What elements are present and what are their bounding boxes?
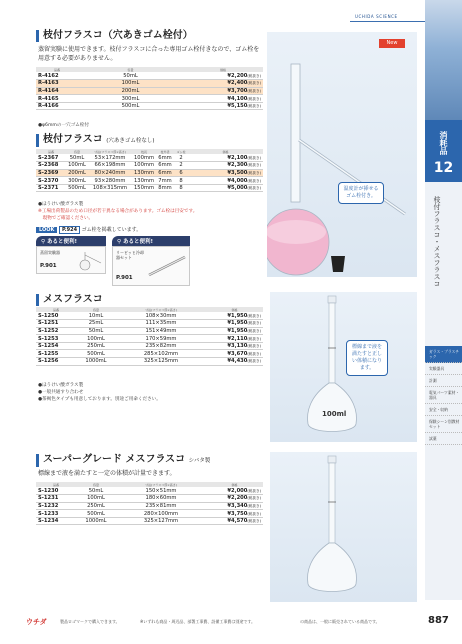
note-line: ●茶褐色タイプも用意しております。別途ご用命ください。 bbox=[38, 397, 161, 402]
dimensions: 235×82mm bbox=[116, 342, 206, 350]
col-header: 枝長 bbox=[132, 149, 156, 154]
sidebar-menu-item[interactable]: 電気パーツ素材・器具 bbox=[425, 387, 462, 404]
capacity: 100mL bbox=[76, 495, 116, 503]
price-value: ¥2,200 bbox=[227, 72, 248, 79]
capacity: 250mL bbox=[76, 342, 116, 350]
price-value: ¥1,950 bbox=[227, 320, 248, 327]
brand-header: UCHIDA SCIENCE bbox=[355, 14, 398, 19]
capacity: 500mL bbox=[66, 184, 88, 192]
volumetric-flask-image bbox=[270, 292, 417, 442]
tax-note: (税抜き) bbox=[247, 81, 261, 86]
col-header: 品番 bbox=[36, 482, 76, 487]
price-value: ¥2,100 bbox=[227, 154, 248, 161]
capacity: 25mL bbox=[76, 320, 116, 328]
product-code: S-1234 bbox=[36, 517, 76, 525]
table-row bbox=[36, 335, 263, 343]
tax-note: (税抜き) bbox=[247, 511, 261, 516]
tax-note: (税抜き) bbox=[247, 186, 261, 191]
price bbox=[206, 350, 263, 358]
product-code: S-1231 bbox=[36, 495, 76, 503]
dimensions: 285×102mm bbox=[116, 350, 206, 358]
dimensions: 108×315mm bbox=[88, 184, 132, 192]
handy-box-body bbox=[112, 246, 190, 286]
branch-flask-image bbox=[267, 32, 417, 277]
section-title-branch-flask-no-stopper bbox=[36, 134, 154, 147]
capacity: 100mL bbox=[66, 162, 88, 170]
branch-diameter: 6mm bbox=[156, 162, 174, 170]
price bbox=[183, 102, 263, 110]
branch-length: 130mm bbox=[133, 169, 154, 176]
handy-box-body bbox=[36, 246, 106, 274]
branch-flask-photo bbox=[267, 32, 417, 277]
capacity: 1000mL bbox=[76, 517, 116, 525]
section-title-text: 枝付フラスコ（穴あきゴム栓付） bbox=[43, 30, 193, 41]
branch-length: 150mm bbox=[133, 185, 154, 192]
stopper-no: 2 bbox=[174, 162, 188, 170]
product-code: S-2370 bbox=[36, 177, 66, 185]
dimensions: 280×100mm bbox=[116, 510, 206, 518]
dimensions: 235×81mm bbox=[116, 502, 206, 510]
table-row bbox=[36, 487, 263, 495]
product-table-3 bbox=[36, 307, 263, 366]
price bbox=[206, 495, 263, 503]
branch-diameter: 8mm bbox=[156, 184, 174, 192]
price-value: ¥2,200 bbox=[227, 495, 248, 502]
product-code: S-2371 bbox=[36, 184, 66, 192]
col-header: 品番 bbox=[36, 67, 78, 72]
product-code: S-2369 bbox=[36, 169, 66, 177]
super-grade-flask-photo bbox=[270, 452, 417, 602]
warning-line: 現物でご確認ください。 bbox=[38, 216, 94, 221]
look-badge: LOOK bbox=[36, 227, 57, 233]
new-badge: New bbox=[379, 39, 405, 48]
dimensions: 150×51mm bbox=[116, 487, 206, 495]
price-value: ¥3,700 bbox=[227, 87, 248, 94]
price-value: ¥3,670 bbox=[227, 350, 248, 357]
capacity: 50mL bbox=[76, 487, 116, 495]
page-number: 887 bbox=[428, 615, 449, 626]
handy-tag-text: あると便利! bbox=[122, 239, 153, 245]
price bbox=[206, 312, 263, 320]
sidebar-vertical-title: 枝付フラスコ・メスフラスコ bbox=[433, 196, 441, 287]
look-reference[interactable] bbox=[36, 226, 141, 233]
section-notes bbox=[38, 382, 161, 403]
table-row bbox=[36, 154, 263, 162]
footer-left-text: 製品ロゴマークで購入できます。 bbox=[60, 619, 120, 624]
section-subtitle: (穴あきゴム栓なし) bbox=[106, 138, 155, 144]
tax-note: (税抜き) bbox=[247, 359, 261, 364]
tax-note: (税抜き) bbox=[247, 170, 261, 175]
note-line: ●ほうけい酸ガラス製 bbox=[38, 383, 84, 388]
handy-tag-text: あると便利! bbox=[46, 239, 77, 245]
note-line: ●一般共通すり合わせ bbox=[38, 390, 84, 395]
price bbox=[188, 184, 263, 192]
product-code: S-2368 bbox=[36, 162, 66, 170]
capacity: 50mL bbox=[78, 72, 183, 80]
warning-line: ※工場出荷製品のため口径が若干異なる場合があります。ゴム栓は目安です。 bbox=[38, 209, 198, 214]
look-page: P.924 bbox=[59, 226, 80, 234]
branch-diameter: 6mm bbox=[156, 154, 174, 162]
price-value: ¥2,300 bbox=[227, 162, 248, 169]
handy-item-page: P.901 bbox=[116, 275, 133, 281]
col-header: 容量 bbox=[66, 149, 88, 154]
section-title-branch-flask bbox=[36, 30, 193, 42]
table-row bbox=[36, 80, 263, 88]
capacity: 100mL bbox=[78, 80, 183, 88]
tax-note: (税抜き) bbox=[247, 328, 261, 333]
feature-callout: 温度計が挿せるゴム栓付き。 bbox=[338, 182, 384, 204]
sidebar-menu-item[interactable]: ガラス・プラスチック bbox=[425, 346, 462, 363]
price-value: ¥1,950 bbox=[227, 312, 248, 319]
table-row bbox=[36, 350, 263, 358]
col-header: 容量 bbox=[78, 67, 183, 72]
handy-box-right[interactable] bbox=[112, 236, 190, 286]
handy-tag bbox=[36, 236, 106, 246]
price-value: ¥2,000 bbox=[227, 487, 248, 494]
col-header: 品番 bbox=[36, 307, 76, 312]
table-row bbox=[36, 95, 263, 103]
stopper-no: 8 bbox=[174, 177, 188, 185]
super-grade-flask-image bbox=[270, 452, 417, 602]
section-description: 蒸留実験に使用できます。枝付フラスコに合った専用ゴム栓付きなので、ゴム栓を用意する必要がありません。 bbox=[38, 46, 260, 62]
capacity: 1000mL bbox=[76, 358, 116, 366]
price bbox=[206, 335, 263, 343]
price-value: ¥5,150 bbox=[227, 103, 248, 110]
stopper-no: 8 bbox=[174, 184, 188, 192]
branch-diameter: 6mm bbox=[156, 169, 174, 177]
dimensions: 170×59mm bbox=[116, 335, 206, 343]
flask-volume-label: 100ml bbox=[322, 410, 347, 418]
sidebar-photo bbox=[425, 0, 462, 120]
col-header: 寸法(フラスコ部×高さ) bbox=[116, 482, 206, 487]
col-header: 枝外径 bbox=[156, 149, 174, 154]
product-code: S-1230 bbox=[36, 487, 76, 495]
price bbox=[188, 177, 263, 185]
col-header: 容量 bbox=[76, 482, 116, 487]
footer-right-text: の商品は、一般に販売されている商品です。 bbox=[300, 619, 380, 624]
table-row bbox=[36, 72, 263, 80]
product-code: S-1233 bbox=[36, 510, 76, 518]
product-code: S-2367 bbox=[36, 154, 66, 162]
table-row bbox=[36, 342, 263, 350]
tax-note: (税抜き) bbox=[247, 344, 261, 349]
handy-item-name: 蒸留実験器 bbox=[40, 250, 60, 255]
branch-length: 100mm bbox=[133, 154, 154, 161]
capacity: 200mL bbox=[66, 169, 88, 177]
col-header: 価格 bbox=[183, 67, 263, 72]
section-title-volumetric-flask bbox=[36, 294, 103, 306]
col-header: 価格 bbox=[188, 149, 263, 154]
tax-note: (税抜き) bbox=[247, 155, 261, 160]
dimensions: 180×60mm bbox=[116, 495, 206, 503]
price bbox=[188, 154, 263, 162]
handy-item-name: リービッヒ冷却器セット bbox=[116, 250, 144, 260]
price-value: ¥4,570 bbox=[227, 518, 248, 525]
price bbox=[206, 320, 263, 328]
footer-mid-text: ※いずれも商品・周辺品、部署工事費、設備工事費は別途です。 bbox=[140, 619, 256, 624]
branch-diameter: 7mm bbox=[156, 177, 174, 185]
table-row bbox=[36, 184, 263, 192]
price-value: ¥2,400 bbox=[227, 80, 248, 87]
price bbox=[206, 487, 263, 495]
product-table-1 bbox=[36, 67, 263, 110]
section-note: ●φ6mmの一穴ゴム栓付 bbox=[38, 123, 90, 128]
section-subtitle: シバタ製 bbox=[188, 458, 211, 464]
product-code: S-1253 bbox=[36, 335, 76, 343]
capacity: 10mL bbox=[76, 312, 116, 320]
product-code: R-4166 bbox=[36, 102, 78, 110]
look-text: ゴム栓を掲載しています。 bbox=[81, 227, 142, 233]
tax-note: (税抜き) bbox=[247, 488, 261, 493]
product-code: S-1252 bbox=[36, 327, 76, 335]
header-rule bbox=[350, 21, 425, 22]
volumetric-flask-photo bbox=[270, 292, 417, 442]
price-value: ¥2,110 bbox=[227, 335, 248, 342]
footer-logo: ウチダ bbox=[26, 618, 47, 626]
section-title-text: メスフラスコ bbox=[43, 294, 103, 305]
chapter-label: 消耗品 bbox=[439, 131, 448, 155]
product-code: R-4162 bbox=[36, 72, 78, 80]
product-code: S-1256 bbox=[36, 358, 76, 366]
capacity: 200mL bbox=[78, 87, 183, 95]
tax-note: (税抜き) bbox=[247, 178, 261, 183]
chapter-tab[interactable] bbox=[425, 120, 462, 182]
dimensions: 53×172mm bbox=[88, 154, 132, 162]
section-title-text: 枝付フラスコ bbox=[43, 134, 103, 145]
tax-note: (税抜き) bbox=[247, 496, 261, 501]
capacity: 50mL bbox=[76, 327, 116, 335]
dimensions: 93×280mm bbox=[88, 177, 132, 185]
price bbox=[206, 358, 263, 366]
tax-note: (税抜き) bbox=[247, 503, 261, 508]
tax-note: (税抜き) bbox=[247, 96, 261, 101]
table-row bbox=[36, 312, 263, 320]
chapter-number: 12 bbox=[433, 160, 454, 176]
table-row bbox=[36, 102, 263, 110]
price bbox=[188, 162, 263, 170]
handy-item-page: P.901 bbox=[40, 263, 57, 269]
tax-note: (税抜き) bbox=[247, 321, 261, 326]
sidebar-menu-item[interactable]: 試薬 bbox=[425, 433, 462, 445]
table-row bbox=[36, 327, 263, 335]
dimensions: 66×198mm bbox=[88, 162, 132, 170]
price bbox=[206, 502, 263, 510]
table-row bbox=[36, 510, 263, 518]
tax-note: (税抜き) bbox=[247, 163, 261, 168]
capacity: 50mL bbox=[66, 154, 88, 162]
table-row bbox=[36, 495, 263, 503]
handy-tag bbox=[112, 236, 190, 246]
section-notes bbox=[38, 201, 268, 222]
note-line: ●ほうけい酸ガラス製 bbox=[38, 202, 84, 207]
table-row bbox=[36, 87, 263, 95]
product-code: S-1250 bbox=[36, 312, 76, 320]
col-header: 品番 bbox=[36, 149, 66, 154]
section-title-super-grade bbox=[36, 454, 210, 467]
col-header: ゴム栓 bbox=[174, 149, 188, 154]
price bbox=[188, 169, 263, 177]
price bbox=[206, 510, 263, 518]
table-row bbox=[36, 502, 263, 510]
product-code: S-1251 bbox=[36, 320, 76, 328]
col-header: 価格 bbox=[206, 482, 263, 487]
capacity: 500mL bbox=[78, 102, 183, 110]
capacity: 250mL bbox=[76, 502, 116, 510]
price-value: ¥5,000 bbox=[227, 185, 248, 192]
price-value: ¥3,750 bbox=[227, 510, 248, 517]
product-code: R-4165 bbox=[36, 95, 78, 103]
tax-note: (税抜き) bbox=[247, 73, 261, 78]
price bbox=[206, 327, 263, 335]
price-value: ¥1,950 bbox=[227, 327, 248, 334]
capacity: 500mL bbox=[76, 350, 116, 358]
capacity: 300mL bbox=[78, 95, 183, 103]
sidebar-menu-item[interactable]: 実験器具 bbox=[425, 363, 462, 375]
table-row bbox=[36, 517, 263, 525]
tax-note: (税抜き) bbox=[247, 313, 261, 318]
price bbox=[206, 517, 263, 525]
handy-box-left[interactable] bbox=[36, 236, 106, 274]
product-code: R-4163 bbox=[36, 80, 78, 88]
tax-note: (税抜き) bbox=[247, 104, 261, 109]
price bbox=[183, 72, 263, 80]
table-row bbox=[36, 320, 263, 328]
feature-callout: 標線まで液を満たすと正しい体積になります。 bbox=[346, 340, 388, 376]
sidebar-menu-item[interactable]: 計測 bbox=[425, 375, 462, 387]
col-header: 価格 bbox=[206, 307, 263, 312]
col-header: 容量 bbox=[76, 307, 116, 312]
search-icon: ⚲ bbox=[41, 239, 46, 245]
stopper-no: 2 bbox=[174, 154, 188, 162]
tax-note: (税抜き) bbox=[247, 88, 261, 93]
product-table-2 bbox=[36, 149, 263, 192]
capacity: 100mL bbox=[76, 335, 116, 343]
product-code: R-4164 bbox=[36, 87, 78, 95]
table-row bbox=[36, 358, 263, 366]
dimensions: 325×125mm bbox=[116, 358, 206, 366]
capacity: 500mL bbox=[76, 510, 116, 518]
section-title-text: スーパーグレード メスフラスコ bbox=[43, 454, 186, 465]
dimensions: 80×240mm bbox=[88, 169, 132, 177]
price-value: ¥3,130 bbox=[227, 343, 248, 350]
section-description: 標線まで液を満たすと一定の体積が計量できます。 bbox=[38, 470, 176, 477]
search-icon: ⚲ bbox=[117, 239, 122, 245]
price-value: ¥3,500 bbox=[227, 169, 248, 176]
price bbox=[183, 80, 263, 88]
col-header: 寸法(フラスコ部×高さ) bbox=[88, 149, 132, 154]
distillation-apparatus-icon bbox=[75, 250, 103, 272]
price bbox=[183, 95, 263, 103]
stopper-no: 6 bbox=[174, 169, 188, 177]
dimensions: 108×30mm bbox=[116, 312, 206, 320]
price bbox=[206, 342, 263, 350]
tax-note: (税抜き) bbox=[247, 336, 261, 341]
product-code: S-1255 bbox=[36, 350, 76, 358]
dimensions: 325×127mm bbox=[116, 517, 206, 525]
table-row bbox=[36, 162, 263, 170]
product-code: S-1254 bbox=[36, 342, 76, 350]
sidebar-menu bbox=[425, 346, 462, 445]
tax-note: (税抜き) bbox=[247, 351, 261, 356]
price-value: ¥3,340 bbox=[227, 502, 248, 509]
product-code: S-1232 bbox=[36, 502, 76, 510]
product-table-4 bbox=[36, 482, 263, 525]
col-header: 寸法(フラスコ部×高さ) bbox=[116, 307, 206, 312]
table-row bbox=[36, 177, 263, 185]
branch-length: 130mm bbox=[133, 177, 154, 184]
table-row bbox=[36, 169, 263, 177]
branch-length: 100mm bbox=[133, 162, 154, 169]
price bbox=[183, 87, 263, 95]
sidebar-menu-item[interactable]: 安全・収納 bbox=[425, 404, 462, 416]
capacity: 300mL bbox=[66, 177, 88, 185]
footer bbox=[0, 612, 462, 632]
dimensions: 111×35mm bbox=[116, 320, 206, 328]
sidebar-menu-item[interactable]: 保険シーン別教材セット bbox=[425, 416, 462, 433]
dimensions: 151×49mm bbox=[116, 327, 206, 335]
condenser-icon bbox=[147, 253, 187, 279]
price-value: ¥4,100 bbox=[227, 95, 248, 102]
price-value: ¥4,000 bbox=[227, 177, 248, 184]
tax-note: (税抜き) bbox=[247, 519, 261, 524]
price-value: ¥4,430 bbox=[227, 358, 248, 365]
